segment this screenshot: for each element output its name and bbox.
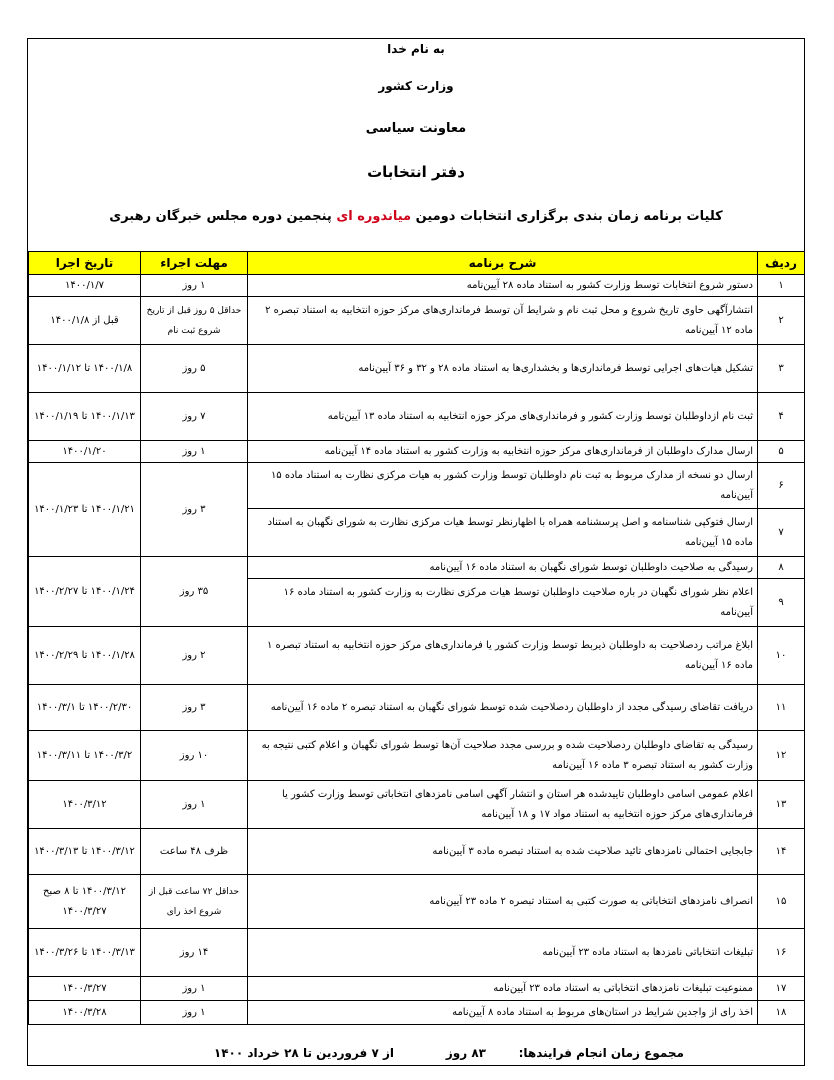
header-duration: مهلت اجراء (141, 252, 248, 275)
row-date: ۱۴۰۰/۳/۱۳ تا ۱۴۰۰/۳/۲۶ (29, 929, 141, 977)
table-row (29, 557, 805, 579)
row-description: انصراف نامزدهای انتخاباتی به صورت کتبی به استناد تبصره ۲ ماده ۲۳ آیین‌نامه (248, 875, 758, 929)
row-description: رسیدگی به صلاحیت داوطلبان توسط شورای نگهبان به استناد ماده ۱۶ آیین‌نامه (248, 557, 758, 579)
row-number: ۱۶ (758, 929, 805, 977)
total-label: مجموع زمان انجام فرایندها: (518, 1046, 684, 1060)
table-row (29, 627, 805, 685)
row-description: اخذ رای از واجدین شرایط در استان‌های مربوط به استناد ماده ۸ آیین‌نامه (248, 1001, 758, 1025)
row-description: اعلام نظر شورای نگهبان در باره صلاحیت داوطلبان توسط هیات مرکزی نظارت به وزارت کشور به استناد ماده ۱۶ آیین‌نامه (248, 579, 758, 627)
row-duration: ۱ روز (141, 781, 248, 829)
total-days: ۸۳ روز (445, 1046, 486, 1060)
header-row-number: ردیف (758, 252, 805, 275)
title-highlight: میاندوره ای (336, 209, 412, 224)
row-duration: ۱ روز (141, 275, 248, 297)
row-duration: ۱ روز (141, 1001, 248, 1025)
row-description: ارسال فتوکپی شناسنامه و اصل پرسشنامه همراه با اظهارنظر توسط هیات مرکزی نظارت به شورای نگهبان به استناد ماده ۱۵ آیین‌نامه (248, 509, 758, 557)
row-description: ارسال مدارک داوطلبان از فرمانداری‌های مرکز حوزه انتخابیه به وزارت کشور به استناد ماده ۱۴ آیین‌نامه (248, 441, 758, 463)
row-number: ۱۰ (758, 627, 805, 685)
row-date: ۱۴۰۰/۱/۲۰ (29, 441, 141, 463)
row-duration: ۱ روز (141, 441, 248, 463)
row-duration: ۳ روز (141, 463, 248, 557)
table-row (29, 297, 805, 345)
row-description: ارسال دو نسخه از مدارک مربوط به ثبت نام داوطلبان توسط وزارت کشور به هیات مرکزی نظارت به استناد ماده ۱۵ آیین‌نامه (248, 463, 758, 509)
row-number: ۷ (758, 509, 805, 557)
row-duration: ۱۰ روز (141, 731, 248, 781)
table-row (29, 977, 805, 1001)
row-date: ۱۴۰۰/۲/۳۰ تا ۱۴۰۰/۳/۱ (29, 685, 141, 731)
row-number: ۳ (758, 345, 805, 393)
table-row (29, 1001, 805, 1025)
row-description: رسیدگی به تقاضای داوطلبان ردصلاحیت شده و بررسی مجدد صلاحیت آن‌ها توسط شورای نگهبان و اعلام کتبی نتیجه به وزارت کشور به استناد تبصره ۳ ماده ۱۶ آیین‌نامه (248, 731, 758, 781)
row-description: انتشارآگهی حاوی تاریخ شروع و محل ثبت نام و شرایط آن توسط فرمانداری‌های مرکز حوزه انتخابیه به استناد تبصره ۲ ماده ۱۲ آیین‌نامه (248, 297, 758, 345)
row-date: ۱۴۰۰/۱/۲۸ تا ۱۴۰۰/۲/۲۹ (29, 627, 141, 685)
table-row (29, 731, 805, 781)
row-description: ممنوعیت تبلیغات نامزدهای انتخاباتی به استناد ماده ۲۳ آیین‌نامه (248, 977, 758, 1001)
row-duration: ۱ روز (141, 977, 248, 1001)
total-date-range: از ۷ فروردین تا ۲۸ خرداد ۱۴۰۰ (213, 1046, 394, 1060)
table-row (29, 441, 805, 463)
row-number: ۴ (758, 393, 805, 441)
row-description: جابجایی احتمالی نامزدهای تائید صلاحیت شده به استناد تبصره ماده ۳ آیین‌نامه (248, 829, 758, 875)
row-duration: حداقل ۷۲ ساعت قبل از شروع اخذ رای (141, 875, 248, 929)
row-date: ۱۴۰۰/۳/۲۸ (29, 1001, 141, 1025)
table-row (29, 829, 805, 875)
table-row (29, 393, 805, 441)
row-date: ۱۴۰۰/۳/۲۷ (29, 977, 141, 1001)
row-number: ۱۵ (758, 875, 805, 929)
header-description: شرح برنامه (248, 252, 758, 275)
row-duration: ظرف ۴۸ ساعت (141, 829, 248, 875)
row-date: ۱۴۰۰/۳/۱۲ (29, 781, 141, 829)
header-date: تاریخ اجرا (29, 252, 141, 275)
row-description: تشکیل هیات‌های اجرایی توسط فرمانداری‌ها و بخشداری‌ها به استناد ماده ۲۸ و ۳۲ و ۳۶ آیین‌نامه (248, 345, 758, 393)
row-date: ۱۴۰۰/۳/۲ تا ۱۴۰۰/۳/۱۱ (29, 731, 141, 781)
row-number: ۱ (758, 275, 805, 297)
row-duration: ۲ روز (141, 627, 248, 685)
row-date: ۱۴۰۰/۱/۸ تا ۱۴۰۰/۱/۱۲ (29, 345, 141, 393)
row-description: تبلیغات انتخاباتی نامزدها به استناد ماده ۲۳ آیین‌نامه (248, 929, 758, 977)
ministry-line: وزارت کشور (378, 79, 454, 93)
row-duration: ۵ روز (141, 345, 248, 393)
title-part-1: کلیات برنامه زمان بندی برگزاری انتخابات دومین (415, 209, 723, 224)
row-date: ۱۴۰۰/۳/۱۲ تا ۸ صبح ۱۴۰۰/۳/۲۷ (29, 875, 141, 929)
table-row (29, 781, 805, 829)
row-number: ۱۸ (758, 1001, 805, 1025)
row-date: ۱۴۰۰/۱/۷ (29, 275, 141, 297)
row-number: ۹ (758, 579, 805, 627)
row-date: قبل از ۱۴۰۰/۱/۸ (29, 297, 141, 345)
row-description: ابلاغ مراتب ردصلاحیت به داوطلبان ذیربط توسط وزارت کشور یا فرمانداری‌های مرکز حوزه انتخابیه به استناد تبصره ۱ ماده ۱۶ آیین‌نامه (248, 627, 758, 685)
row-duration: ۳ روز (141, 685, 248, 731)
total-duration-footer (28, 1043, 804, 1065)
schedule-table (28, 251, 805, 1025)
table-row (29, 463, 805, 509)
row-duration: ۷ روز (141, 393, 248, 441)
row-description: ثبت نام ازداوطلبان توسط وزارت کشور و فرمانداری‌های مرکز حوزه انتخابیه به استناد ماده ۱۳ آیین‌نامه (248, 393, 758, 441)
row-number: ۸ (758, 557, 805, 579)
table-row (29, 929, 805, 977)
row-date: ۱۴۰۰/۳/۱۲ تا ۱۴۰۰/۳/۱۳ (29, 829, 141, 875)
row-duration: حداقل ۵ روز قبل از تاریخ شروع ثبت نام (141, 297, 248, 345)
deputy-line: معاونت سیاسی (365, 121, 467, 136)
table-row (29, 685, 805, 731)
row-description: دستور شروع انتخابات توسط وزارت کشور به استناد ماده ۲۸ آیین‌نامه (248, 275, 758, 297)
row-description: دریافت تقاضای رسیدگی مجدد از داوطلبان ردصلاحیت شده توسط شورای نگهبان به استناد تبصره ۲ ماده ۱۶ آیین‌نامه (248, 685, 758, 731)
row-number: ۲ (758, 297, 805, 345)
document-title (28, 209, 804, 224)
row-duration: ۱۴ روز (141, 929, 248, 977)
row-number: ۱۱ (758, 685, 805, 731)
table-header-row (29, 252, 805, 275)
row-description: اعلام عمومی اسامی داوطلبان تاییدشده هر استان و انتشار آگهی اسامی نامزدهای انتخاباتی توسط وزارت کشور یا فرمانداری‌های مرکز حوزه انتخابیه به استناد مواد ۱۷ و ۱۸ آیین‌نامه (248, 781, 758, 829)
row-number: ۱۳ (758, 781, 805, 829)
table-row (29, 345, 805, 393)
office-line: دفتر انتخابات (367, 163, 465, 181)
row-date: ۱۴۰۰/۱/۱۳ تا ۱۴۰۰/۱/۱۹ (29, 393, 141, 441)
row-number: ۱۲ (758, 731, 805, 781)
row-duration: ۳۵ روز (141, 557, 248, 627)
table-row (29, 875, 805, 929)
row-date: ۱۴۰۰/۱/۲۴ تا ۱۴۰۰/۲/۲۷ (29, 557, 141, 627)
row-number: ۱۴ (758, 829, 805, 875)
table-row (29, 275, 805, 297)
row-number: ۶ (758, 463, 805, 509)
row-number: ۵ (758, 441, 805, 463)
document-header (28, 39, 804, 251)
row-date: ۱۴۰۰/۱/۲۱ تا ۱۴۰۰/۱/۲۳ (29, 463, 141, 557)
bismillah-line: به نام خدا (387, 42, 445, 56)
title-part-2: پنجمین دوره مجلس خبرگان رهبری (109, 209, 332, 224)
document-frame (27, 38, 805, 1066)
row-number: ۱۷ (758, 977, 805, 1001)
